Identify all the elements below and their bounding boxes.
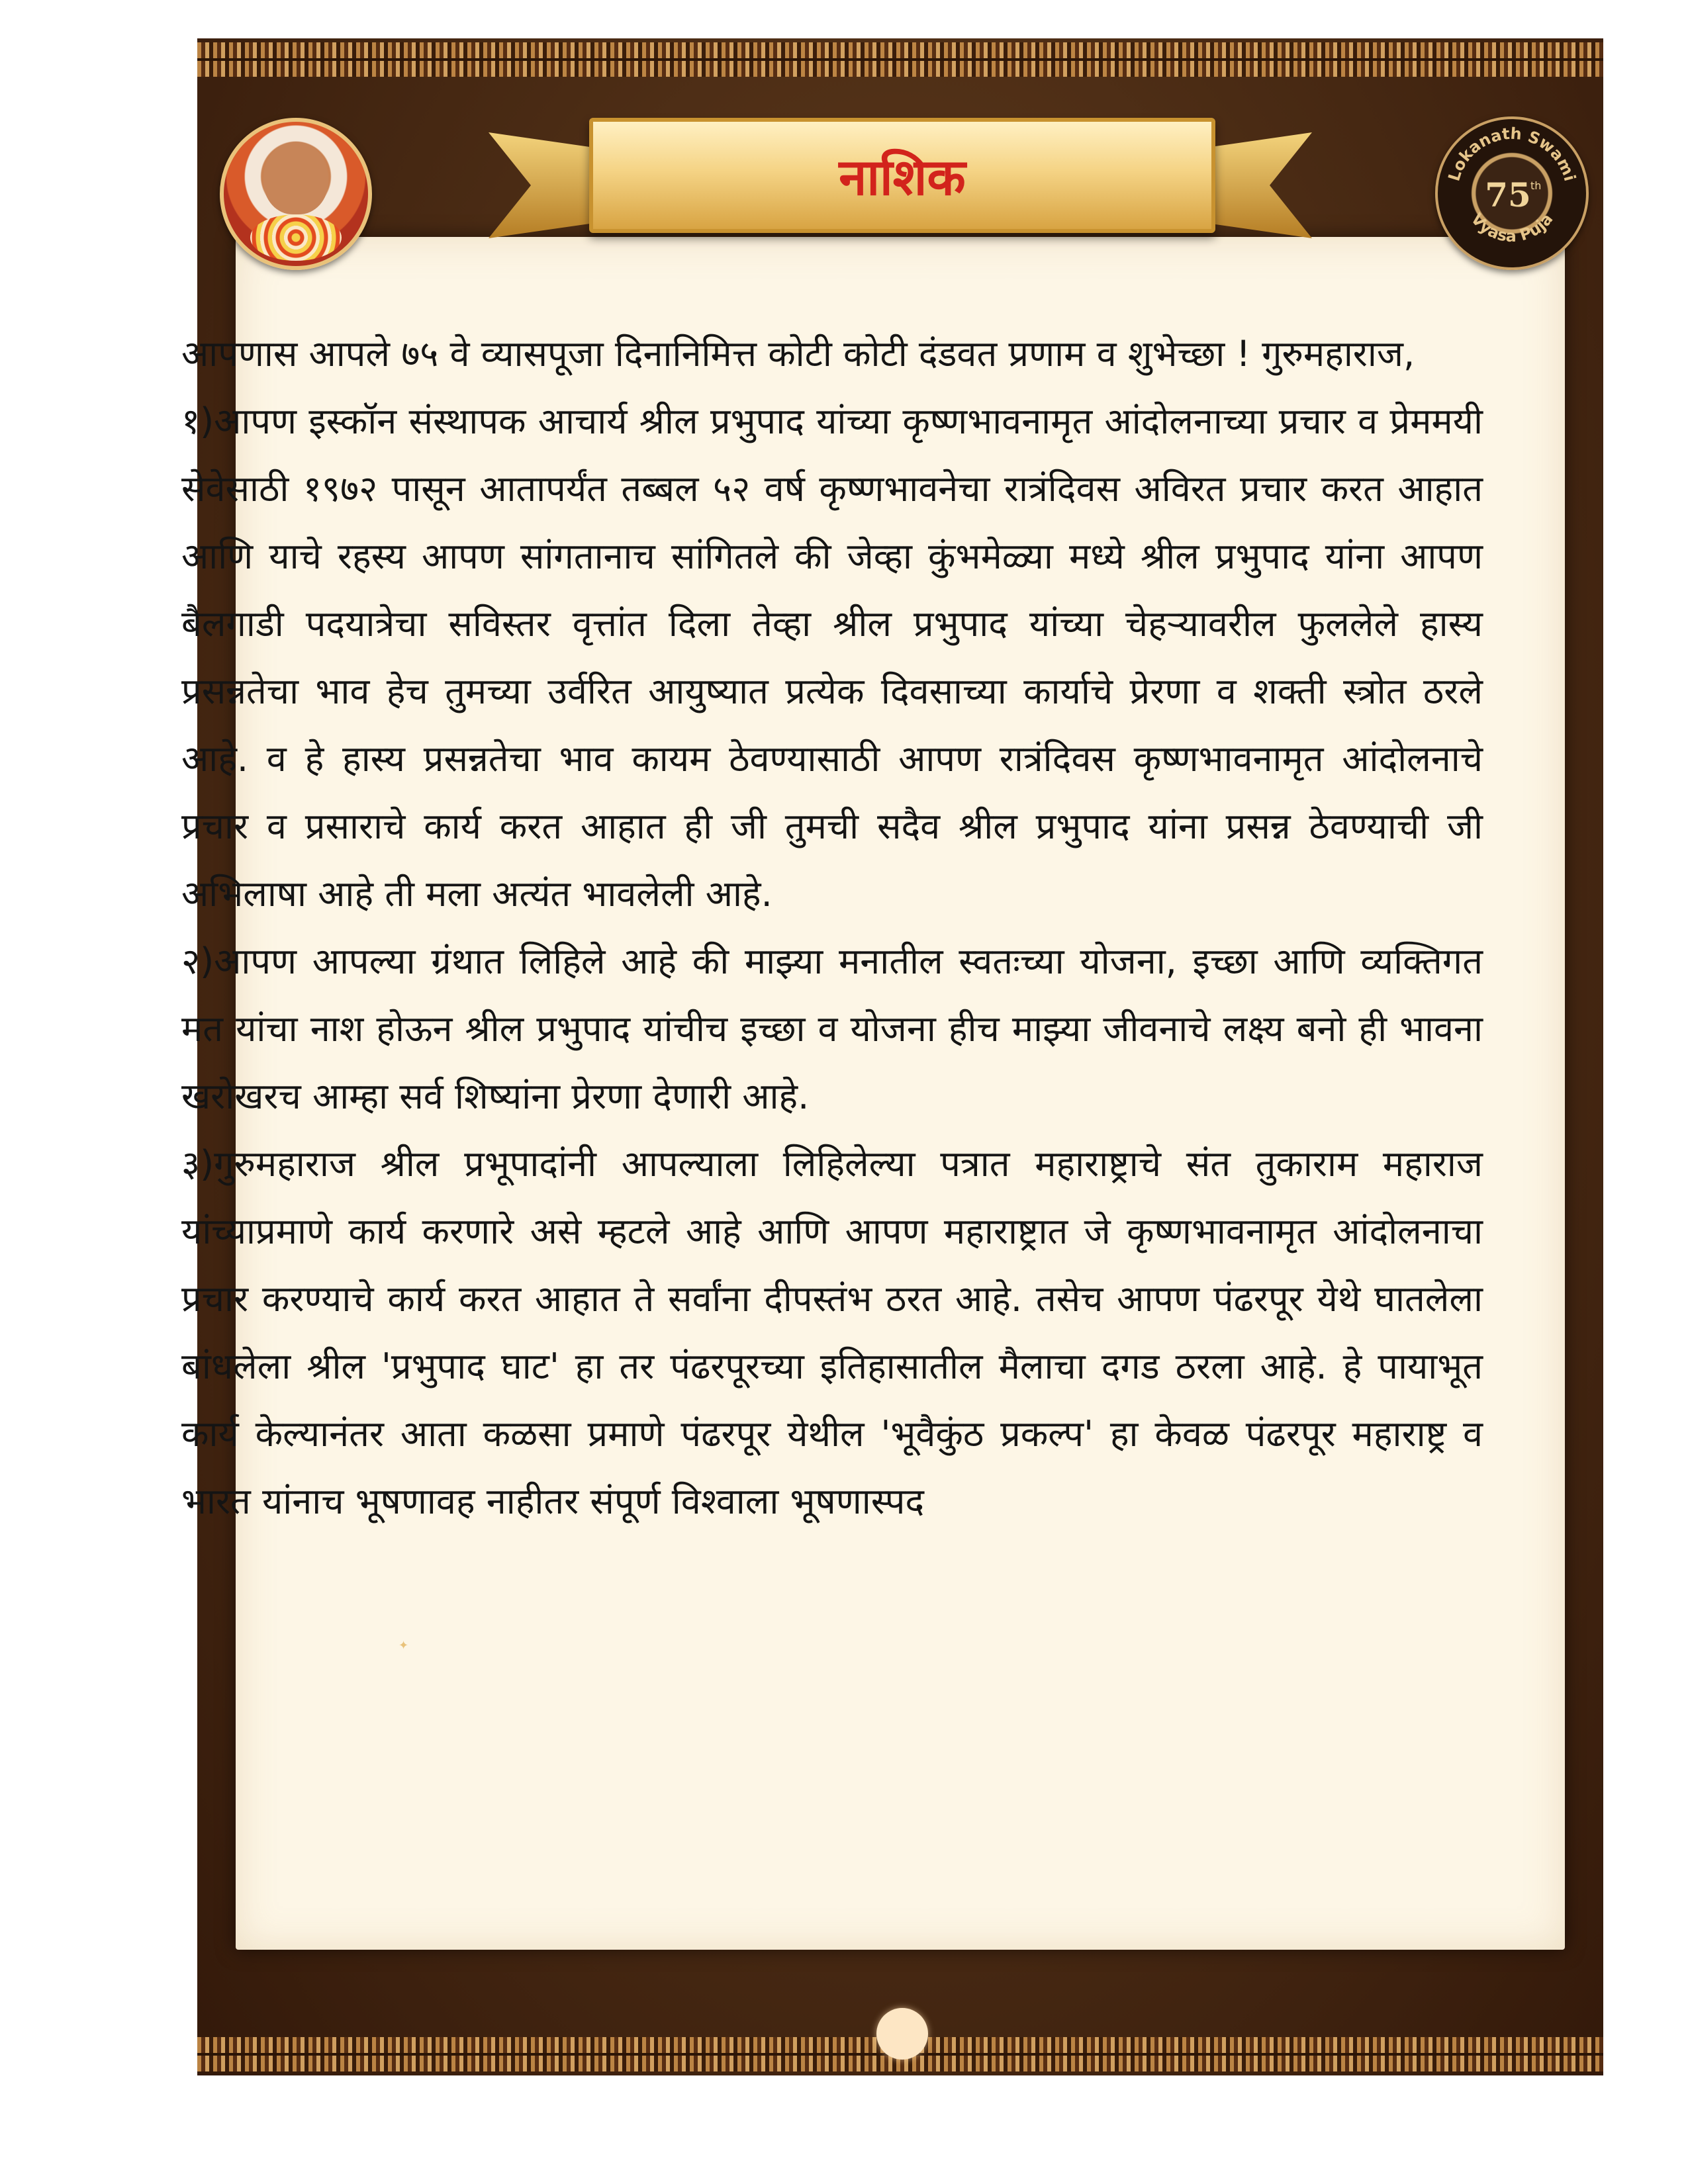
paragraph-greeting: आपणास आपले ७५ वे व्यासपूजा दिनानिमित्त कोटी कोटी दंडवत प्रणाम व शुभेच्छा ! गुरुमहाराज, <box>181 333 1415 375</box>
ornamental-border-top <box>197 42 1603 77</box>
letter-body <box>181 320 1483 1535</box>
badge-graphic <box>1438 119 1586 267</box>
title-ribbon <box>589 118 1215 233</box>
badge-brand-text: Lokanath Swami <box>1444 124 1579 183</box>
badge-number: 75 <box>1485 175 1531 214</box>
paragraph-1: १)आपण इस्कॉन संस्थापक आचार्य श्रील प्रभुपाद यांच्या कृष्णभावनामृत आंदोलनाच्या प्रचार व प्रेममयी सेवेसाठी १९७२ पासून आतापर्यंत तब्बल ५२ वर्ष कृष्णभावनेचा रात्रंदिवस अविरत प्रचार करत आहात आणि याचे रहस्य आपण सांगतानाच सांगितले की जेव्हा कुंभमेळ्या मध्ये श्रील प्रभुपाद यांना आपण बैलगाडी पदयात्रेचा सविस्तर वृत्तांत दिला तेव्हा श्रील प्रभुपाद यांच्या चेहऱ्यावरील फुललेले हास्य प्रसन्नतेचा भाव हेच तुमच्या उर्वरित आयुष्यात प्रत्येक दिवसाच्या कार्याचे प्रेरणा व शक्ती स्त्रोत ठरले आहे. व हे हास्य प्रसन्नतेचा भाव कायम ठेवण्यासाठी आपण रात्रंदिवस कृष्णभावनामृत आंदोलनाचे प्रचार व प्रसाराचे कार्य करत आहात ही जी तुमची सदैव श्रील प्रभुपाद यांना प्रसन्न ठेवण्याची जी अभिलाषा आहे ती मला अत्यंत भावलेली आहे. <box>181 400 1483 915</box>
vyasa-puja-badge-icon <box>1435 116 1589 270</box>
guru-portrait-image <box>220 118 372 270</box>
badge-event-text: Vyasa Puja <box>1467 209 1557 246</box>
paragraph-3: ३)गुरुमहाराज श्रील प्रभूपादांनी आपल्याला लिहिलेल्या पत्रात महाराष्ट्राचे संत तुकाराम महाराज यांच्याप्रमाणे कार्य करणारे असे म्हटले आहे आणि आपण महाराष्ट्रात जे कृष्णभावनामृत आंदोलनाचा प्रचार करण्याचे कार्य करत आहात ते सर्वांना दीपस्तंभ ठरत आहे. तसेच आपण पंढरपूर येथे घातलेला बांधलेला श्रील 'प्रभुपाद घाट' हा तर पंढरपूरच्या इतिहासातील मैलाचा दगड ठरला आहे. हे पायाभूत कार्य केल्यानंतर आता कळसा प्रमाणे पंढरपूर येथील 'भूवैकुंठ प्रकल्प' हा केवळ पंढरपूर महाराष्ट्र व भारत यांनाच भूषणावह नाहीतर संपूर्ण विश्वाला भूषणास्पद <box>181 1143 1483 1522</box>
page-title: नाशिक <box>839 147 966 206</box>
paragraph-2: २)आपण आपल्या ग्रंथात लिहिले आहे की माझ्या मनातील स्वतःच्या योजना, इच्छा आणि व्यक्तिगत मत यांचा नाश होऊन श्रील प्रभुपाद यांचीच इच्छा व योजना हीच माझ्या जीवनाचे लक्ष्य बनो ही भावना खरोखरच आम्हा सर्व शिष्यांना प्रेरणा देणारी आहे. <box>181 940 1483 1117</box>
badge-number-suffix: th <box>1530 179 1542 192</box>
page-indicator-dot-icon <box>876 2008 928 2060</box>
sparkle-icon: ✦ <box>399 1639 409 1653</box>
